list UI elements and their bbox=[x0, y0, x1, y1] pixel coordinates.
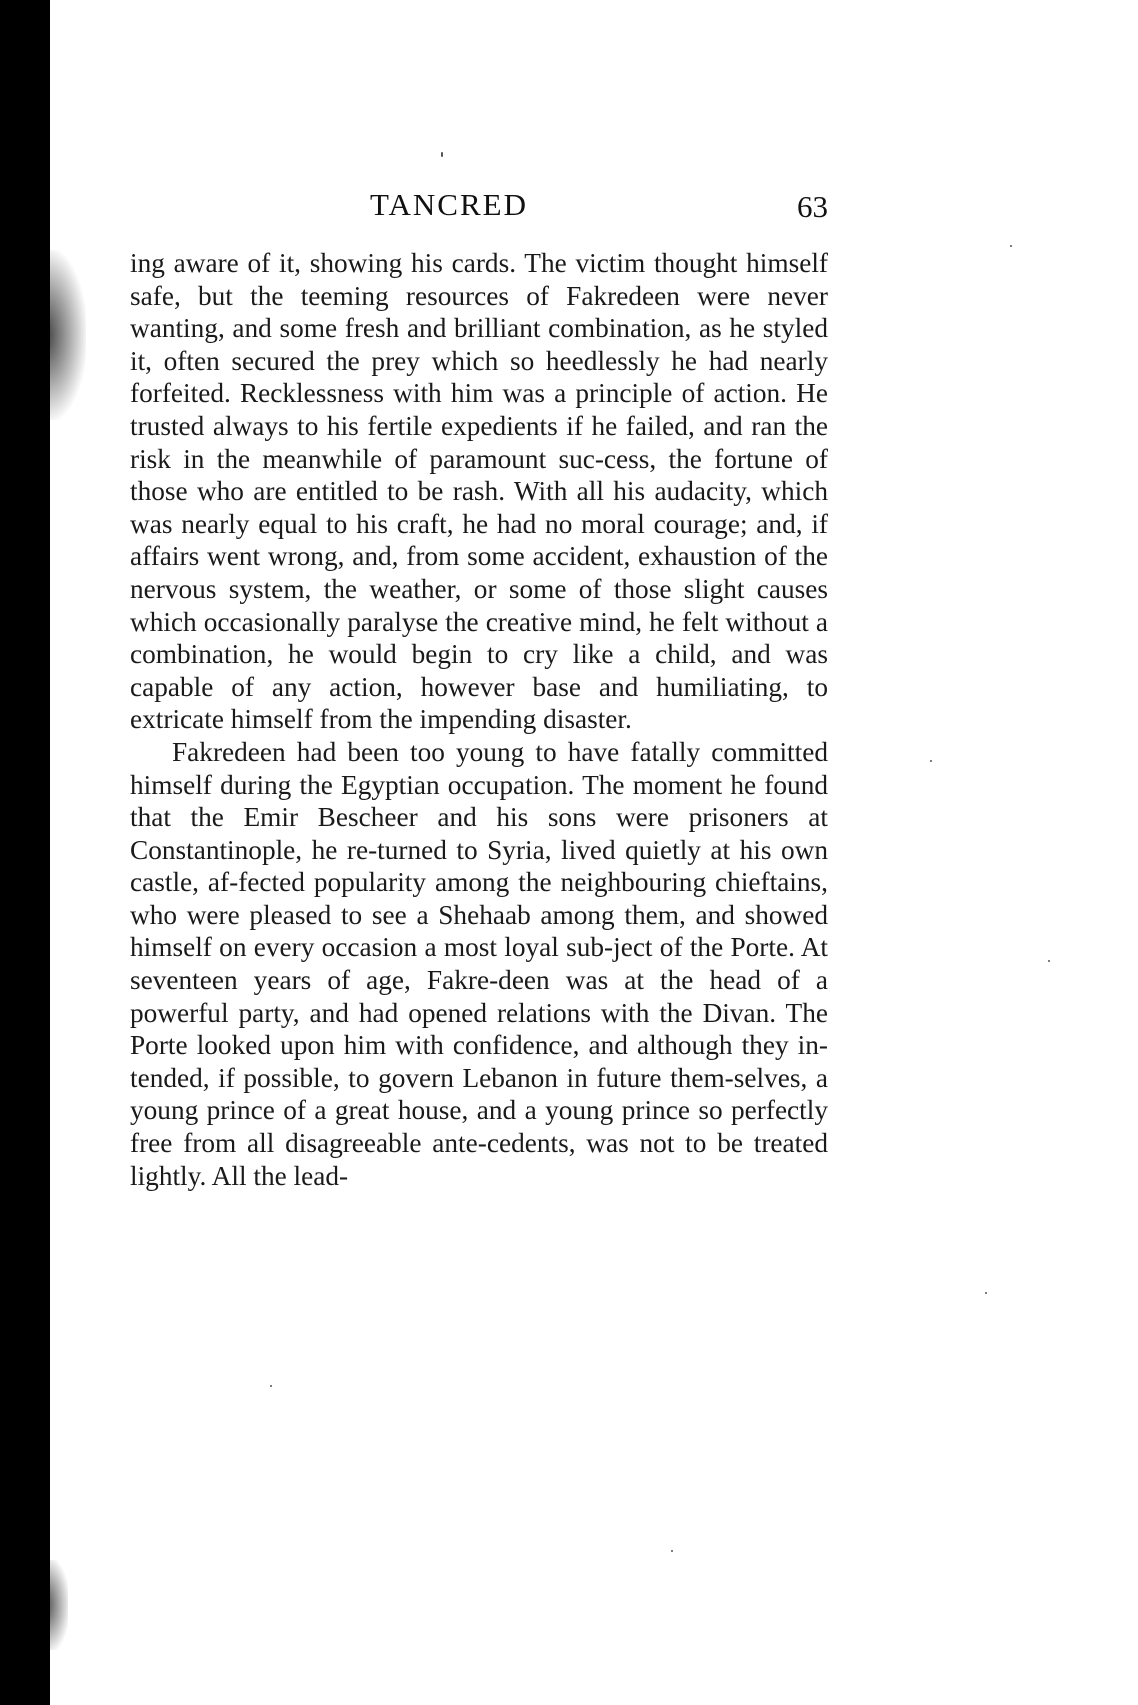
running-title: TANCRED bbox=[370, 187, 528, 222]
binding-fray-mark bbox=[46, 250, 86, 420]
paragraph: Fakredeen had been too young to have fatally committed himself during the Egyptian occupation. The moment he found that the Emir Bescheer and his sons were prisoners at Constantinople, he re-turned to Syria, lived quietly at his own castle, af-fected popularity among the neighbouring chieftains, who were pleased to see a Shehaab among them, and showed himself on every occasion a most loyal sub-ject of the Porte. At seventeen years of age, Fakre-deen was at the head of a powerful party, and had opened relations with the Divan. The Porte looked upon him with confidence, and although they in-tended, if possible, to govern Lebanon in future them-selves, a young prince of a great house, and a young prince so perfectly free from all disagreeable ante-cedents, was not to be treated lightly. All the lead- bbox=[130, 736, 828, 1191]
page-number: 63 bbox=[797, 189, 828, 224]
print-speck bbox=[985, 1292, 987, 1294]
print-speck bbox=[1010, 245, 1012, 247]
body-text bbox=[130, 247, 828, 1192]
print-speck bbox=[930, 760, 932, 762]
print-speck bbox=[441, 152, 443, 157]
paragraph-continued: ing aware of it, showing his cards. The victim thought himself safe, but the teeming resources of Fakredeen were never wanting, and some fresh and brilliant combination, as he styled it, often secured the prey which so heedlessly he had nearly forfeited. Recklessness with him was a principle of action. He trusted always to his fertile expedients if he failed, and ran the risk in the meanwhile of paramount suc-cess, the fortune of those who are entitled to be rash. With all his audacity, which was nearly equal to his craft, he had no moral courage; and, if affairs went wrong, and, from some accident, exhaustion of the nervous system, the weather, or some of those slight causes which occasionally paralyse the creative mind, he felt without a combination, he would begin to cry like a child, and was capable of any action, however base and humiliating, to extricate himself from the impending disaster. bbox=[130, 248, 828, 735]
print-speck bbox=[1048, 960, 1050, 962]
binding-shadow bbox=[0, 0, 50, 1705]
print-speck bbox=[671, 1550, 673, 1552]
print-speck bbox=[270, 1385, 272, 1387]
binding-fray-mark-lower bbox=[46, 1560, 68, 1650]
running-header bbox=[130, 183, 828, 227]
